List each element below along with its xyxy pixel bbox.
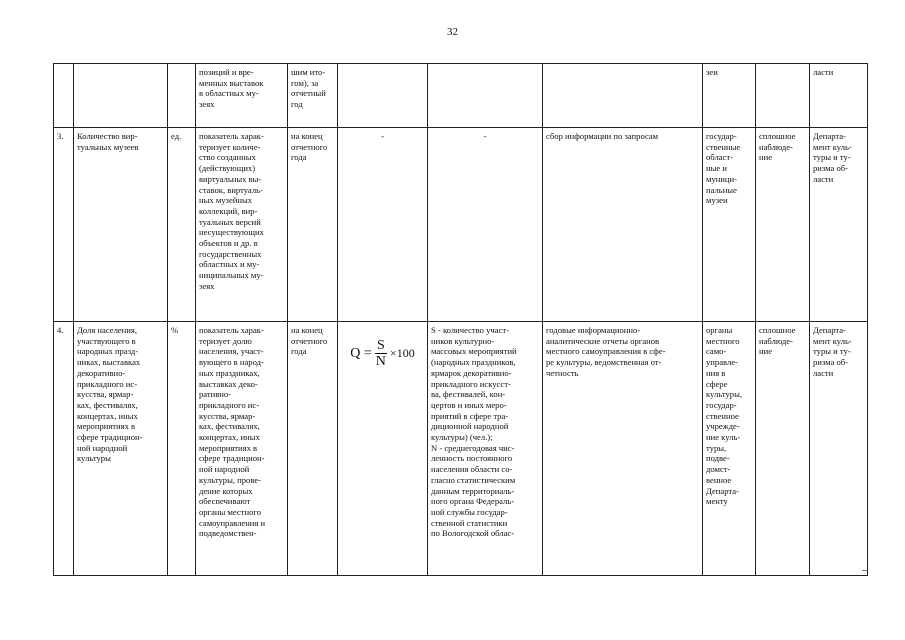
cell-responsible: ласти [810,64,868,128]
cell-definition: показатель харак- теризует количе- ство созданных (действующих) виртуальных вы- ставок, виртуаль- ных музейных коллекций, вир- туальных версий несуществующих объектов и др. в государственных областных и му- ниципальных му- зеях [196,128,288,322]
cell-num: 3. [54,128,74,322]
cell-unit: % [168,322,196,576]
cell-formula: - [338,128,428,322]
formula-fraction [374,338,388,369]
cell-variables [428,64,543,128]
cell-name: Количество вир- туальных музеев [74,128,168,322]
formula-denominator: N [375,353,386,369]
cell-num: 4. [54,322,74,576]
cell-time: на конец отчетного года [288,128,338,322]
formula-lhs: Q = [350,345,372,361]
formula [341,336,424,369]
cell-method: годовые информационно- аналитические отчеты органов местного самоуправления в сфе- ре культуры, ведомственная от- четность [543,322,703,576]
cell-method [543,64,703,128]
cell-time: шим ито- гом), за отчетный год [288,64,338,128]
cell-definition: позиций и вре- менных выставок в областных му- зеях [196,64,288,128]
table-row-indicator-3 [54,128,868,322]
cell-unit [168,64,196,128]
cell-responsible: Департа- мент куль- туры и ту- ризма об- ласти [810,128,868,322]
cell-variables: - [428,128,543,322]
table-row-continuation [54,64,868,128]
cell-name: Доля населения, участвующего в народных празд- никах, выставках декоративно- прикладного ис- кусства, ярмар- ках, фестивалях, концертах, иных мероприятиях в сфере традицион- ной народной культуры [74,322,168,576]
cell-source: зеи [703,64,756,128]
cell-unit: ед. [168,128,196,322]
cell-coverage: сплошное наблюде- ние [756,322,810,576]
cell-variables: S - количество участ- ников культурно- массовых мероприятий (народных праздников, ярмарок декоративно- прикладного искусст- ва, фестивалей, кон- цертов и иных меро- приятий в сфере тра- диционной народной культуры) (чел.); N - среднегодовая чис- ленность постоянного населения области со- гласно статистическим данным территориаль- ного органа Федераль- ной службы государ- ственной статистики по Вологодской облас- [428,322,543,576]
formula-rhs: ×100 [389,345,415,360]
formula-numerator: S [376,337,385,353]
cell-method: сбор информации по запросам [543,128,703,322]
cell-definition: показатель харак- теризует долю населения, участ- вующего в народ- ных праздниках, выставках деко- ративно- прикладного ис- кусства, ярмар- ках, фестивалях, концертах, иных мероприятиях в сфере традицион- ной народной культуры, прове- дение которых обеспечивают органы местного самоуправления и подведомствен- [196,322,288,576]
cell-responsible: Департа- мент куль- туры и ту- ризма об- ласти [810,322,868,576]
cell-name [74,64,168,128]
page-number: 32 [447,26,458,38]
cell-source: государ- ственные област- ные и муници- пальные музеи [703,128,756,322]
cell-num [54,64,74,128]
table-row-indicator-4 [54,322,868,576]
cell-coverage: сплошное наблюде- ние [756,128,810,322]
cell-formula [338,64,428,128]
margin-mark [862,570,867,571]
cell-coverage [756,64,810,128]
cell-time: на конец отчетного года [288,322,338,576]
cell-source: органы местного само- управле- ния в сфере культуры, государ- ственное учрежде- ние куль- туры, подве- домст- венное Департа- менту [703,322,756,576]
cell-formula [338,322,428,576]
indicators-table [53,63,868,576]
